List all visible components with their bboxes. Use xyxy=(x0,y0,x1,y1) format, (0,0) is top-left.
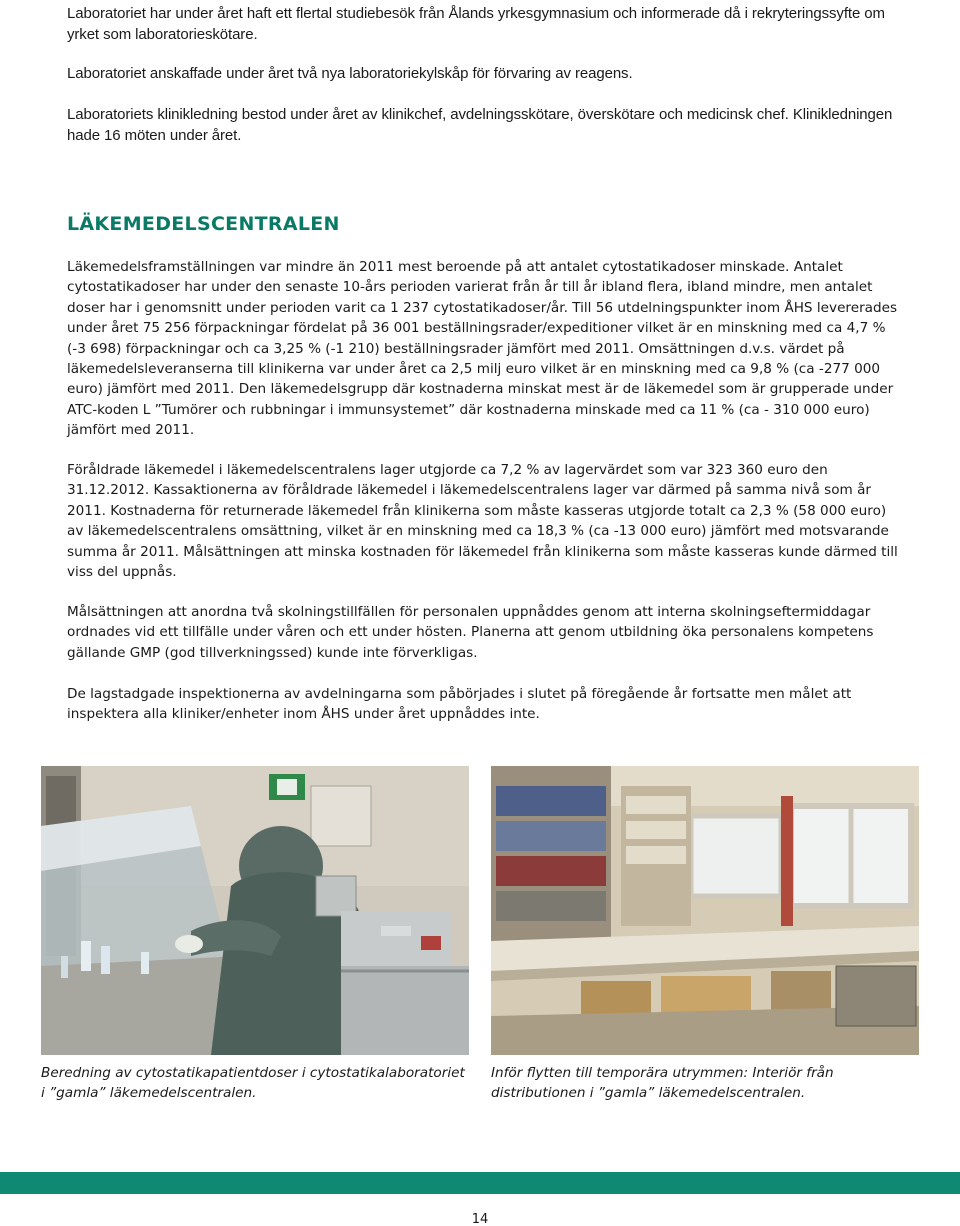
section-paragraph-4: De lagstadgade inspektionerna av avdelningarna som påbörjades i slutet på föregående år fortsatte men målet att inspektera alla kliniker/enheter inom ÅHS under året uppnåddes inte. xyxy=(67,686,852,723)
intro-paragraph-3: Laboratoriets klinikledning bestod under året av klinikchef, avdelningsskötare, överskötare och medicinsk chef. Klinikledningen hade 16 möten under året. xyxy=(67,106,893,144)
section-heading: LÄKEMEDELSCENTRALEN xyxy=(67,213,340,235)
intro-paragraph-1: Laboratoriet har under året haft ett flertal studiebesök från Ålands yrkesgymnasium och informerade då i rekryteringssyfte om yrket som laboratorieskötare. xyxy=(67,5,885,43)
section-paragraph-3: Målsättningen att anordna två skolningstillfällen för personalen uppnåddes genom att interna skolningseftermiddagar ordnades vid ett tillfälle under våren och ett under hösten. Planerna att genom utbildning öka personalens kompetens gällande GMP (god tillverkningssed) kunde inte förverkligas. xyxy=(67,604,874,661)
photo-caption-right: Inför flytten till temporära utrymmen: Interiör från distributionen i ”gamla” läkemedelscentralen. xyxy=(491,1065,834,1102)
intro-paragraph-2: Laboratoriet anskaffade under året två nya laboratoriekylskåp för förvaring av reagens. xyxy=(67,65,633,82)
section-paragraph-2: Föråldrade läkemedel i läkemedelscentralens lager utgjorde ca 7,2 % av lagervärdet som var 323 360 euro den 31.12.2012. Kassaktionerna av föråldrade läkemedel i läkemedelscentralens lager var därmed på samma nivå som år 2011. Kostnaderna för returnerade läkemedel från klinikerna som måste kasseras utgjorde totalt ca 2,3 % (58 000 euro) av läkemedelscentralens omsättning, vilket är en minskning med ca 18,3 % (ca -13 000 euro) jämfört med motsvarande summa år 2011. Målsättningen att minska kostnaden för läkemedel från klinikerna som måste kasseras kunde därmed till viss del uppnås. xyxy=(67,462,898,581)
distribution-interior-photo xyxy=(491,766,919,1055)
photo-caption-left: Beredning av cytostatikapatientdoser i cytostatikalaboratoriet i ”gamla” läkemedelscentralen. xyxy=(41,1065,465,1102)
section-paragraph-1: Läkemedelsframställningen var mindre än 2011 mest beroende på att antalet cytostatikadoser minskade. Antalet cytostatikadoser har under den senaste 10-års perioden varierat från år till år ibland flera, ibland mindre, men antalet doser har i genomsnitt under perioden varit ca 1 237 cytostatikadoser/år. Till 56 utdelningspunkter inom ÅHS levererades under året 75 256 förpackningar fördelat på 36 001 beställningsrader/expeditioner vilket är en minskning med ca 4,7 % (-3 698) förpackningar och ca 3,25 % (-1 210) beställningsrader jämfört med 2011. Omsättningen d.v.s. värdet på läkemedelsleveranserna till klinikerna var under året ca 2,5 milj euro vilket är en minskning med ca 9,8 % (ca -277 000 euro) jämfört med 2011. Den läkemedelsgrupp där kostnaderna minskat mest är de läkemedel som är grupperade under ATC-koden L ”Tumörer och rubbningar i immunsystemet” där kostnaderna minskade med ca 11 % (ca - 310 000 euro) jämfört med 2011. xyxy=(67,259,898,439)
footer-band xyxy=(0,1172,960,1194)
cytostatics-lab-photo xyxy=(41,766,469,1055)
page-number: 14 xyxy=(471,1212,489,1226)
